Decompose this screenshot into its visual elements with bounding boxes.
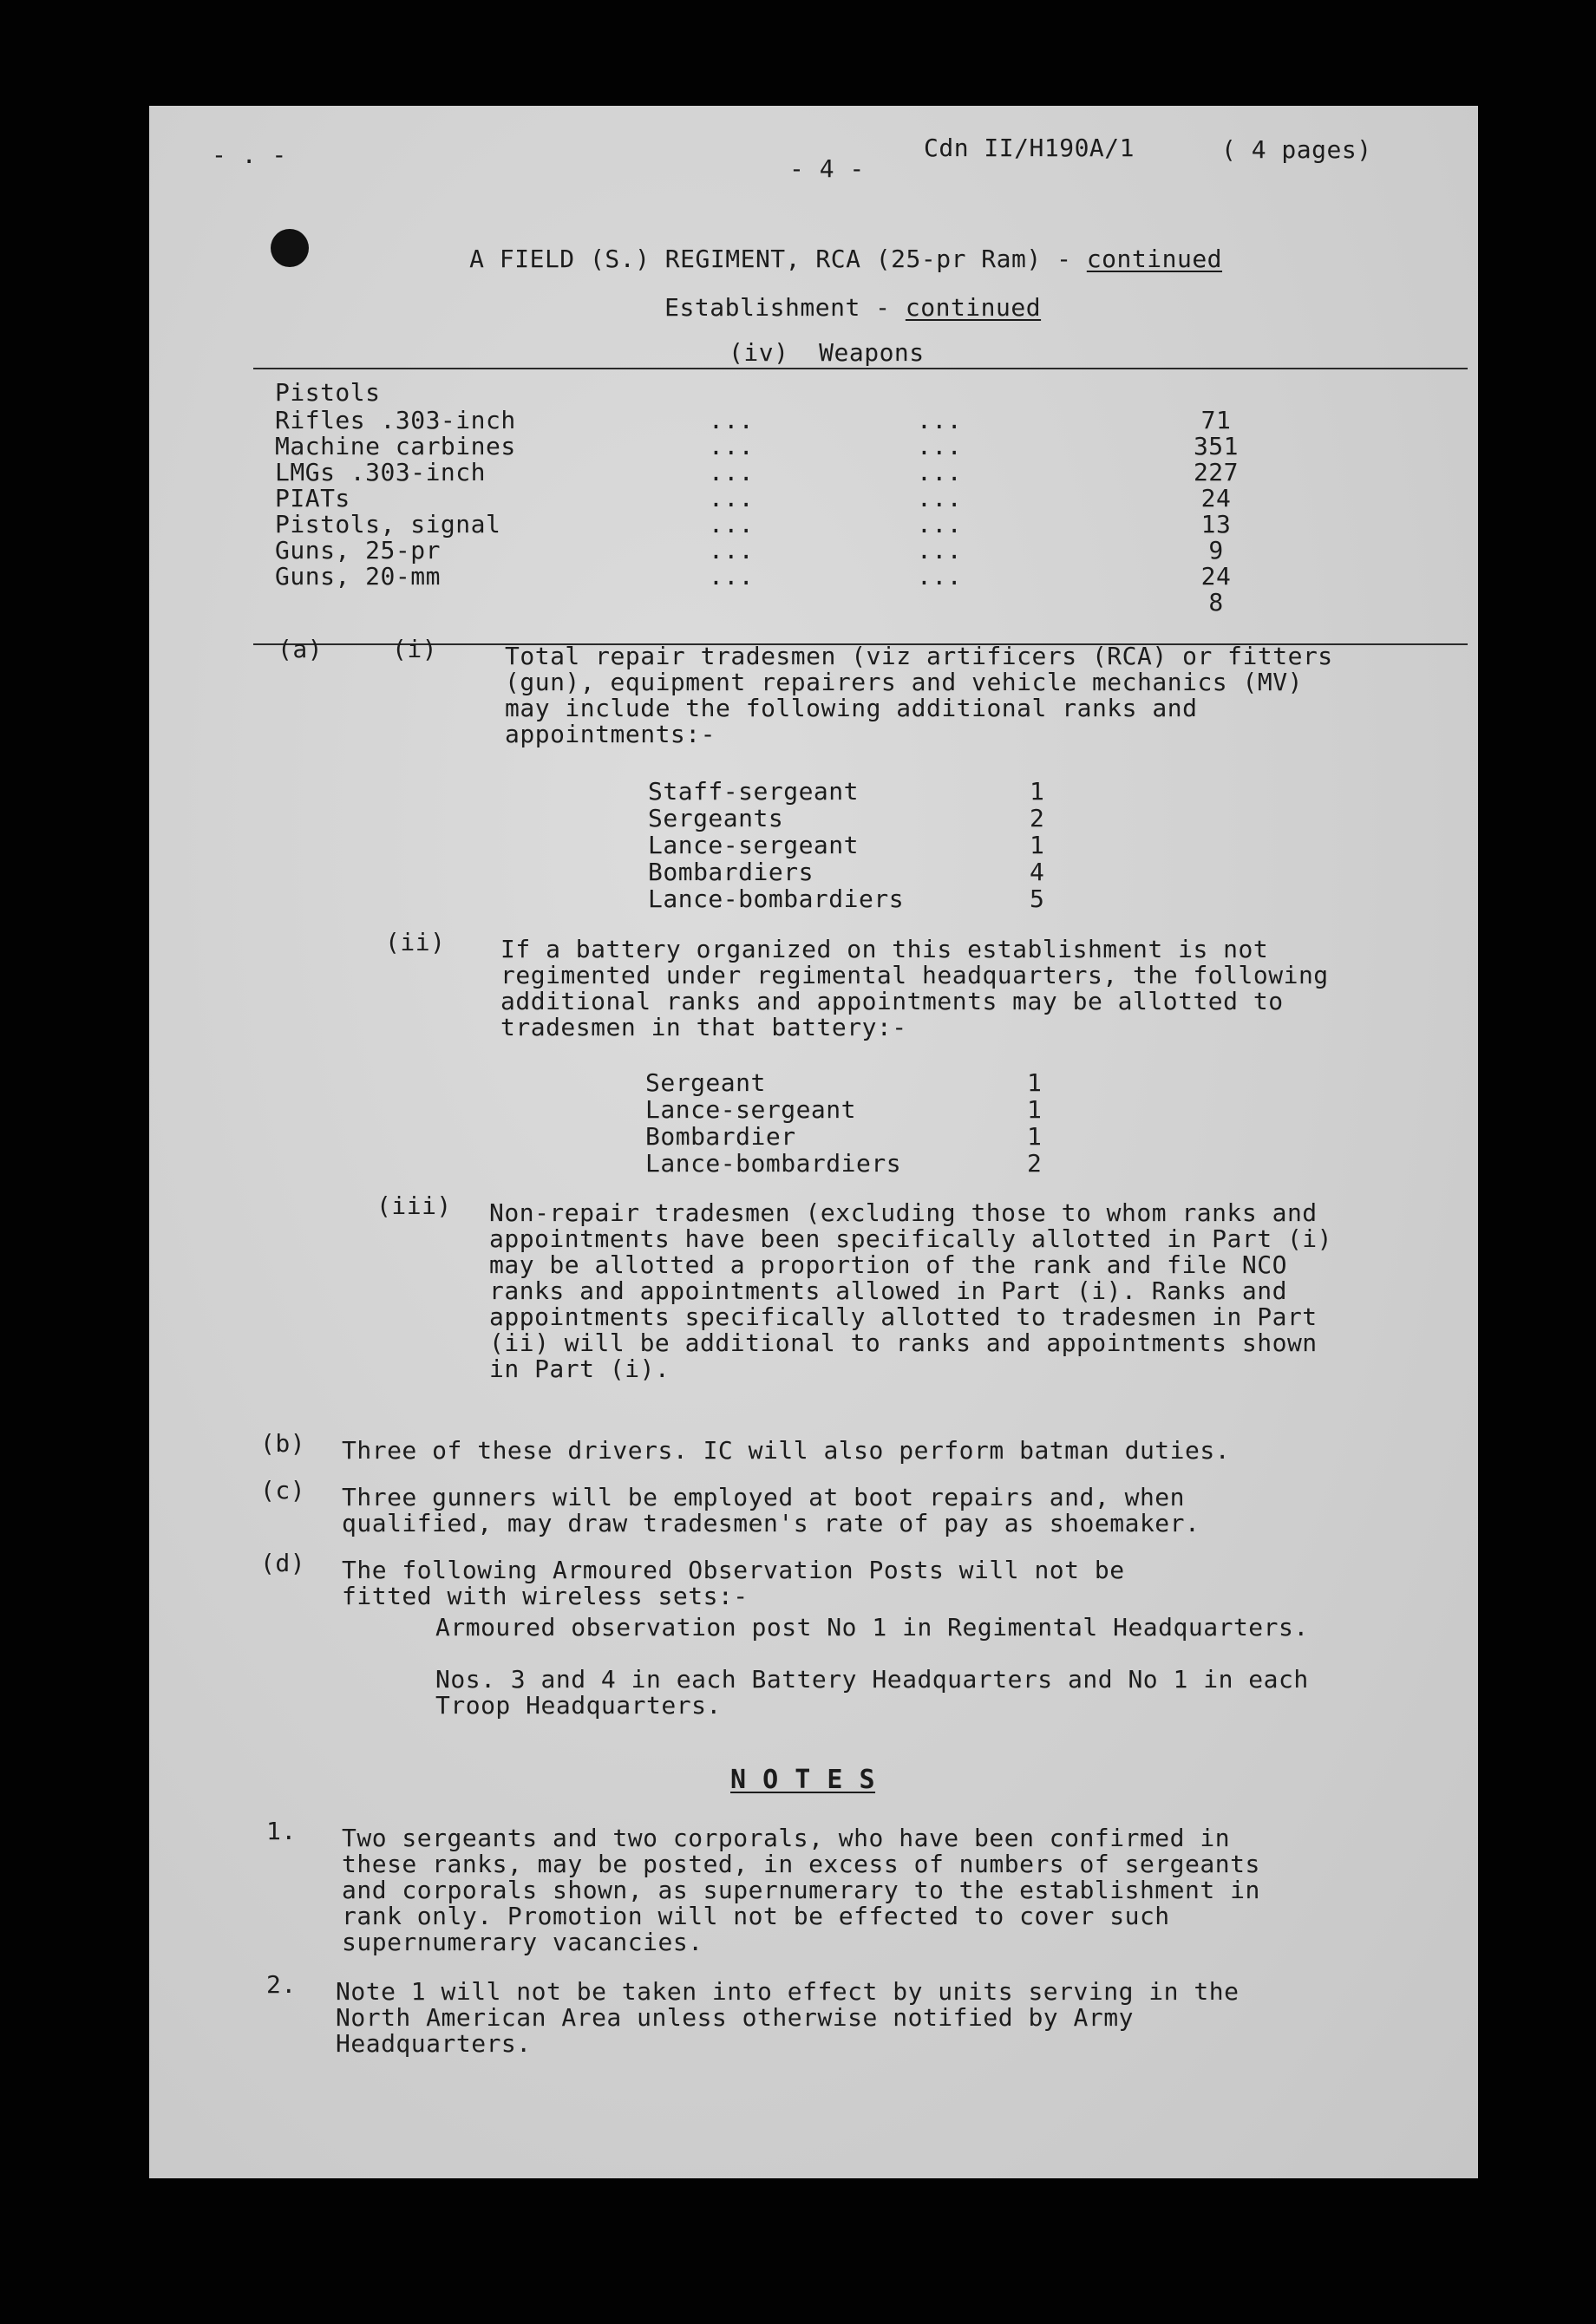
ranks-list-ii bbox=[645, 1070, 1096, 1178]
weapon-qty: 8 bbox=[1208, 588, 1224, 617]
rank-name: Lance-bombardiers bbox=[648, 885, 905, 913]
weapon-qty: 227 bbox=[1193, 458, 1240, 486]
list-item bbox=[648, 779, 1099, 806]
note-1-number: 1. bbox=[266, 1817, 297, 1845]
note-c-text: Three gunners will be employed at boot repairs and, when qualified, may draw tradesmen's rate of pay as shoemaker. bbox=[342, 1483, 1200, 1537]
subtitle-suffix: continued bbox=[905, 293, 1042, 322]
rank-qty: 1 bbox=[1027, 1068, 1043, 1097]
dot-leader: ... bbox=[709, 484, 755, 512]
dot-leader: ... bbox=[709, 536, 755, 565]
note-d-text: The following Armoured Observation Posts will not be fitted with wireless sets:- bbox=[342, 1556, 1125, 1610]
note-a-iii-text: Non-repair tradesmen (excluding those to whom ranks and appointments have been specifically allotted in Part (i) may be allotted a proportion of the rank and file NCO ranks and appointments allowed in Part (i). Ranks and appointments specifically allotted to tradesmen in Part (ii) will be additional to ranks and appointments shown in Part (i). bbox=[489, 1198, 1333, 1383]
document-reference: Cdn II/H190A/1 bbox=[924, 134, 1135, 162]
list-item bbox=[645, 1151, 1096, 1178]
note-a-ii-label: (ii) bbox=[385, 928, 446, 956]
weapon-name: PIATs bbox=[275, 484, 350, 512]
subtitle-prefix: Establishment - bbox=[664, 293, 906, 322]
rank-qty: 1 bbox=[1027, 1095, 1043, 1124]
notes-heading: N O T E S bbox=[730, 1765, 876, 1795]
dot-leader: ... bbox=[917, 510, 963, 539]
note-a-label: (a) bbox=[278, 635, 324, 663]
list-item bbox=[648, 886, 1099, 913]
note-a-ii-text: If a battery organized on this establishment is not regimented under regimental headquarters, the following additional ranks and appointments may be allotted to tradesmen in that battery:- bbox=[500, 935, 1329, 1041]
rank-qty: 2 bbox=[1030, 804, 1045, 832]
rank-name: Lance-sergeant bbox=[645, 1095, 857, 1124]
weapon-name: Rifles .303-inch bbox=[275, 406, 516, 434]
punch-hole bbox=[271, 229, 309, 267]
table-row bbox=[275, 460, 1351, 486]
rank-name: Bombardier bbox=[645, 1122, 796, 1151]
table-row bbox=[275, 538, 1351, 564]
rank-qty: 4 bbox=[1030, 858, 1045, 886]
weapon-qty: 13 bbox=[1200, 510, 1232, 539]
note-2-number: 2. bbox=[266, 1970, 297, 1999]
weapon-qty: 24 bbox=[1200, 484, 1232, 512]
dot-leader: ... bbox=[917, 432, 963, 460]
note-d-label: (d) bbox=[260, 1549, 306, 1577]
weapon-qty: 351 bbox=[1193, 432, 1240, 460]
dot-leader: ... bbox=[917, 536, 963, 565]
list-item bbox=[645, 1070, 1096, 1097]
weapons-table bbox=[275, 380, 1351, 616]
table-row bbox=[275, 590, 1351, 616]
table-row bbox=[275, 408, 1351, 434]
rank-qty: 5 bbox=[1030, 885, 1045, 913]
table-row bbox=[275, 380, 1351, 408]
list-item bbox=[645, 1097, 1096, 1124]
header-marks: - . - bbox=[212, 140, 287, 169]
document-subtitle bbox=[574, 269, 1041, 347]
note-b-text: Three of these drivers. IC will also perform batman duties. bbox=[342, 1436, 1231, 1465]
rank-qty: 1 bbox=[1030, 777, 1045, 806]
rank-qty: 2 bbox=[1027, 1149, 1043, 1178]
table-row bbox=[275, 434, 1351, 460]
weapon-qty: 24 bbox=[1200, 562, 1232, 591]
note-c-label: (c) bbox=[260, 1476, 306, 1505]
list-item bbox=[645, 1124, 1096, 1151]
note-b-label: (b) bbox=[260, 1429, 306, 1458]
table-row bbox=[275, 564, 1351, 590]
rank-name: Bombardiers bbox=[648, 858, 814, 886]
rank-name: Lance-bombardiers bbox=[645, 1149, 902, 1178]
list-item bbox=[648, 806, 1099, 832]
rank-name: Sergeants bbox=[648, 804, 784, 832]
dot-leader: ... bbox=[709, 406, 755, 434]
weapon-qty: 71 bbox=[1200, 406, 1232, 434]
rank-name: Sergeant bbox=[645, 1068, 766, 1097]
note-2-text: Note 1 will not be taken into effect by units serving in the North American Area unless otherwise notified by Army Headquarters. bbox=[336, 1977, 1240, 2058]
table-row bbox=[275, 512, 1351, 538]
note-a-i-text: Total repair tradesmen (viz artificers (RCA) or fitters (gun), equipment repairers and vehicle mechanics (MV) may include the following additional ranks and appointments:- bbox=[505, 642, 1333, 748]
table-row bbox=[275, 486, 1351, 512]
rank-name: Staff-sergeant bbox=[648, 777, 860, 806]
ranks-list-i bbox=[648, 779, 1099, 913]
note-a-i-label: (i) bbox=[392, 635, 438, 663]
title-suffix: continued bbox=[1086, 245, 1223, 273]
dot-leader: ... bbox=[917, 484, 963, 512]
page-number: - 4 - bbox=[789, 154, 865, 183]
table-rule-top bbox=[253, 368, 1468, 369]
dot-leader: ... bbox=[709, 562, 755, 591]
dot-leader: ... bbox=[709, 432, 755, 460]
weapon-name: Pistols, signal bbox=[275, 510, 501, 539]
note-1-text: Two sergeants and two corporals, who have been confirmed in these ranks, may be posted, in excess of numbers of sergeants and corporals shown, as supernumerary to the establishment in rank only. Promotion will not be effected to cover such supernumerary vacancies. bbox=[342, 1824, 1260, 1956]
weapon-qty: 9 bbox=[1208, 536, 1224, 565]
rank-qty: 1 bbox=[1030, 831, 1045, 859]
weapon-name: LMGs .303-inch bbox=[275, 458, 487, 486]
section-heading: (iv) Weapons bbox=[729, 338, 925, 367]
note-a-iii-label: (iii) bbox=[376, 1191, 452, 1220]
dot-leader: ... bbox=[917, 458, 963, 486]
weapon-name: Guns, 20-mm bbox=[275, 562, 441, 591]
weapon-name: Guns, 25-pr bbox=[275, 536, 441, 565]
dot-leader: ... bbox=[709, 458, 755, 486]
dot-leader: ... bbox=[709, 510, 755, 539]
rank-qty: 1 bbox=[1027, 1122, 1043, 1151]
weapon-name: Pistols bbox=[275, 378, 381, 407]
weapon-name: Machine carbines bbox=[275, 432, 516, 460]
dot-leader: ... bbox=[917, 562, 963, 591]
dot-leader: ... bbox=[917, 406, 963, 434]
list-item bbox=[648, 859, 1099, 886]
rank-name: Lance-sergeant bbox=[648, 831, 860, 859]
document-page bbox=[149, 106, 1478, 2178]
note-d-line2: Nos. 3 and 4 in each Battery Headquarters and No 1 in each Troop Headquarters. bbox=[435, 1665, 1309, 1720]
page-count: ( 4 pages) bbox=[1221, 135, 1372, 164]
list-item bbox=[648, 832, 1099, 859]
title-prefix: A FIELD (S.) REGIMENT, RCA (25-pr Ram) - bbox=[469, 245, 1087, 273]
note-d-line1: Armoured observation post No 1 in Regimental Headquarters. bbox=[435, 1613, 1309, 1642]
